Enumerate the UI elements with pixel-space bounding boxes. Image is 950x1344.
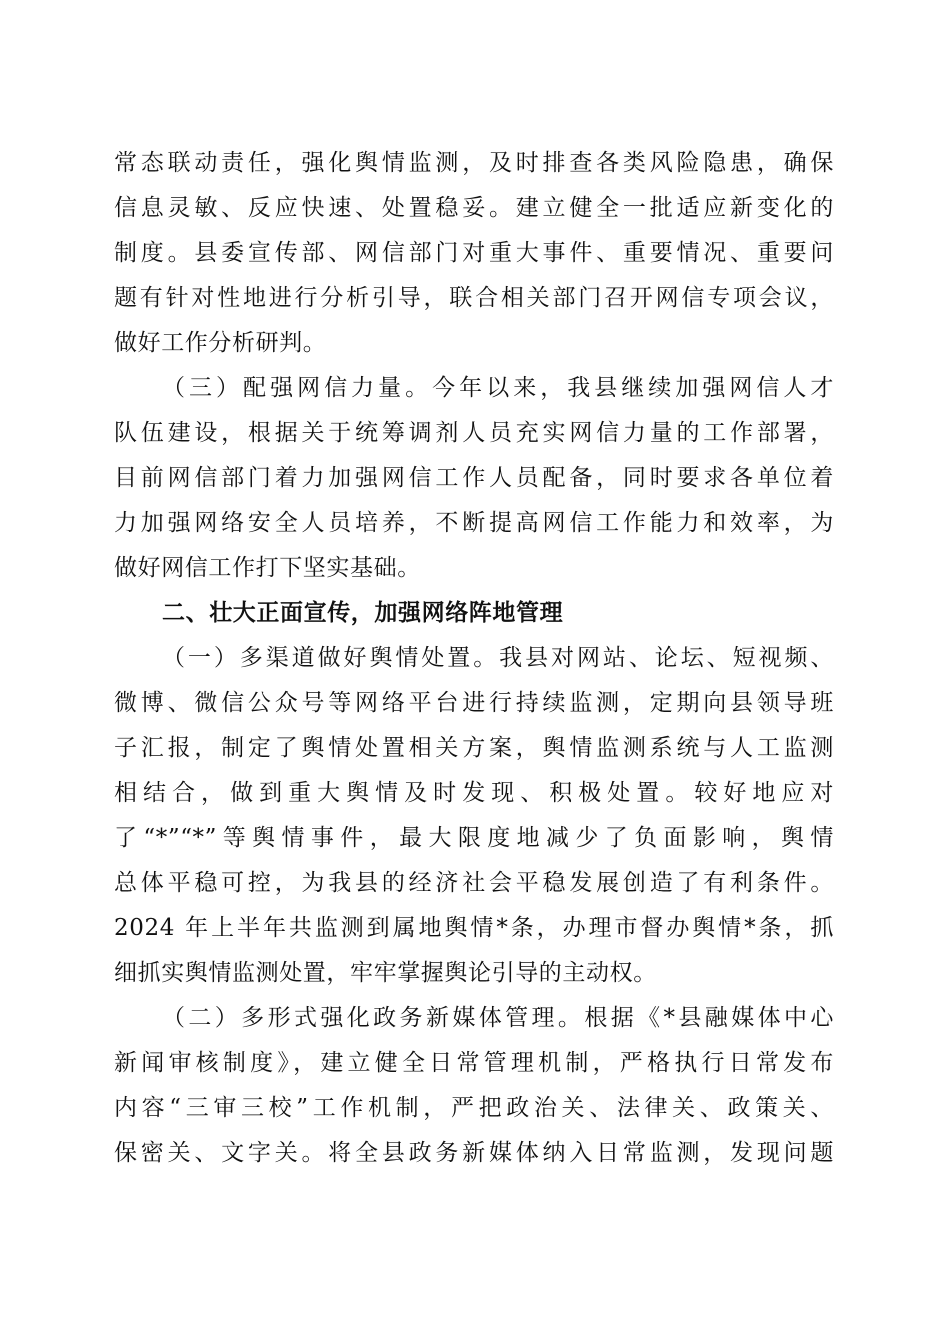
paragraph-line: 新闻审核制度》，建立健全日常管理机制，严格执行日常发布: [114, 1050, 834, 1076]
paragraph-line: 做好网信工作打下坚实基础。: [114, 555, 421, 581]
paragraph-line: 2024 年上半年共监测到属地舆情*条，办理市督办舆情*条，抓: [114, 915, 834, 941]
paragraph-line: 保密关、文字关。将全县政务新媒体纳入日常监测，发现问题: [114, 1140, 834, 1166]
paragraph-line: 子汇报，制定了舆情处置相关方案，舆情监测系统与人工监测: [114, 735, 834, 761]
paragraph-line: 题有针对性地进行分析引导，联合相关部门召开网信专项会议，: [114, 285, 834, 311]
paragraph-line: 制度。县委宣传部、网信部门对重大事件、重要情况、重要问: [114, 240, 834, 266]
paragraph-line: （一）多渠道做好舆情处置。我县对网站、论坛、短视频、: [162, 645, 834, 671]
paragraph-line: 信息灵敏、反应快速、处置稳妥。建立健全一批适应新变化的: [114, 195, 834, 221]
paragraph-line: 队伍建设，根据关于统筹调剂人员充实网信力量的工作部署，: [114, 420, 834, 446]
paragraph-line: 力加强网络安全人员培养，不断提高网信工作能力和效率，为: [114, 510, 834, 536]
paragraph-line: 相结合，做到重大舆情及时发现、积极处置。较好地应对: [114, 780, 834, 806]
paragraph-line: 内容“三审三校”工作机制，严把政治关、法律关、政策关、: [114, 1095, 834, 1121]
paragraph-line: 微博、微信公众号等网络平台进行持续监测，定期向县领导班: [114, 690, 834, 716]
paragraph-line: 目前网信部门着力加强网信工作人员配备，同时要求各单位着: [114, 465, 834, 491]
paragraph-line: （三）配强网信力量。今年以来，我县继续加强网信人才: [162, 375, 834, 401]
paragraph-line: （二）多形式强化政务新媒体管理。根据《*县融媒体中心: [162, 1005, 834, 1031]
paragraph-line: 做好工作分析研判。: [114, 330, 327, 356]
section-heading: 二、壮大正面宣传，加强网络阵地管理: [162, 600, 564, 626]
paragraph-line: 常态联动责任，强化舆情监测，及时排查各类风险隐患，确保: [114, 150, 834, 176]
paragraph-line: 细抓实舆情监测处置，牢牢掌握舆论引导的主动权。: [114, 960, 657, 986]
paragraph-line: 总体平稳可控，为我县的经济社会平稳发展创造了有利条件。: [114, 870, 834, 896]
paragraph-line: 了“*”“*”等舆情事件，最大限度地减少了负面影响，舆情: [114, 825, 834, 851]
